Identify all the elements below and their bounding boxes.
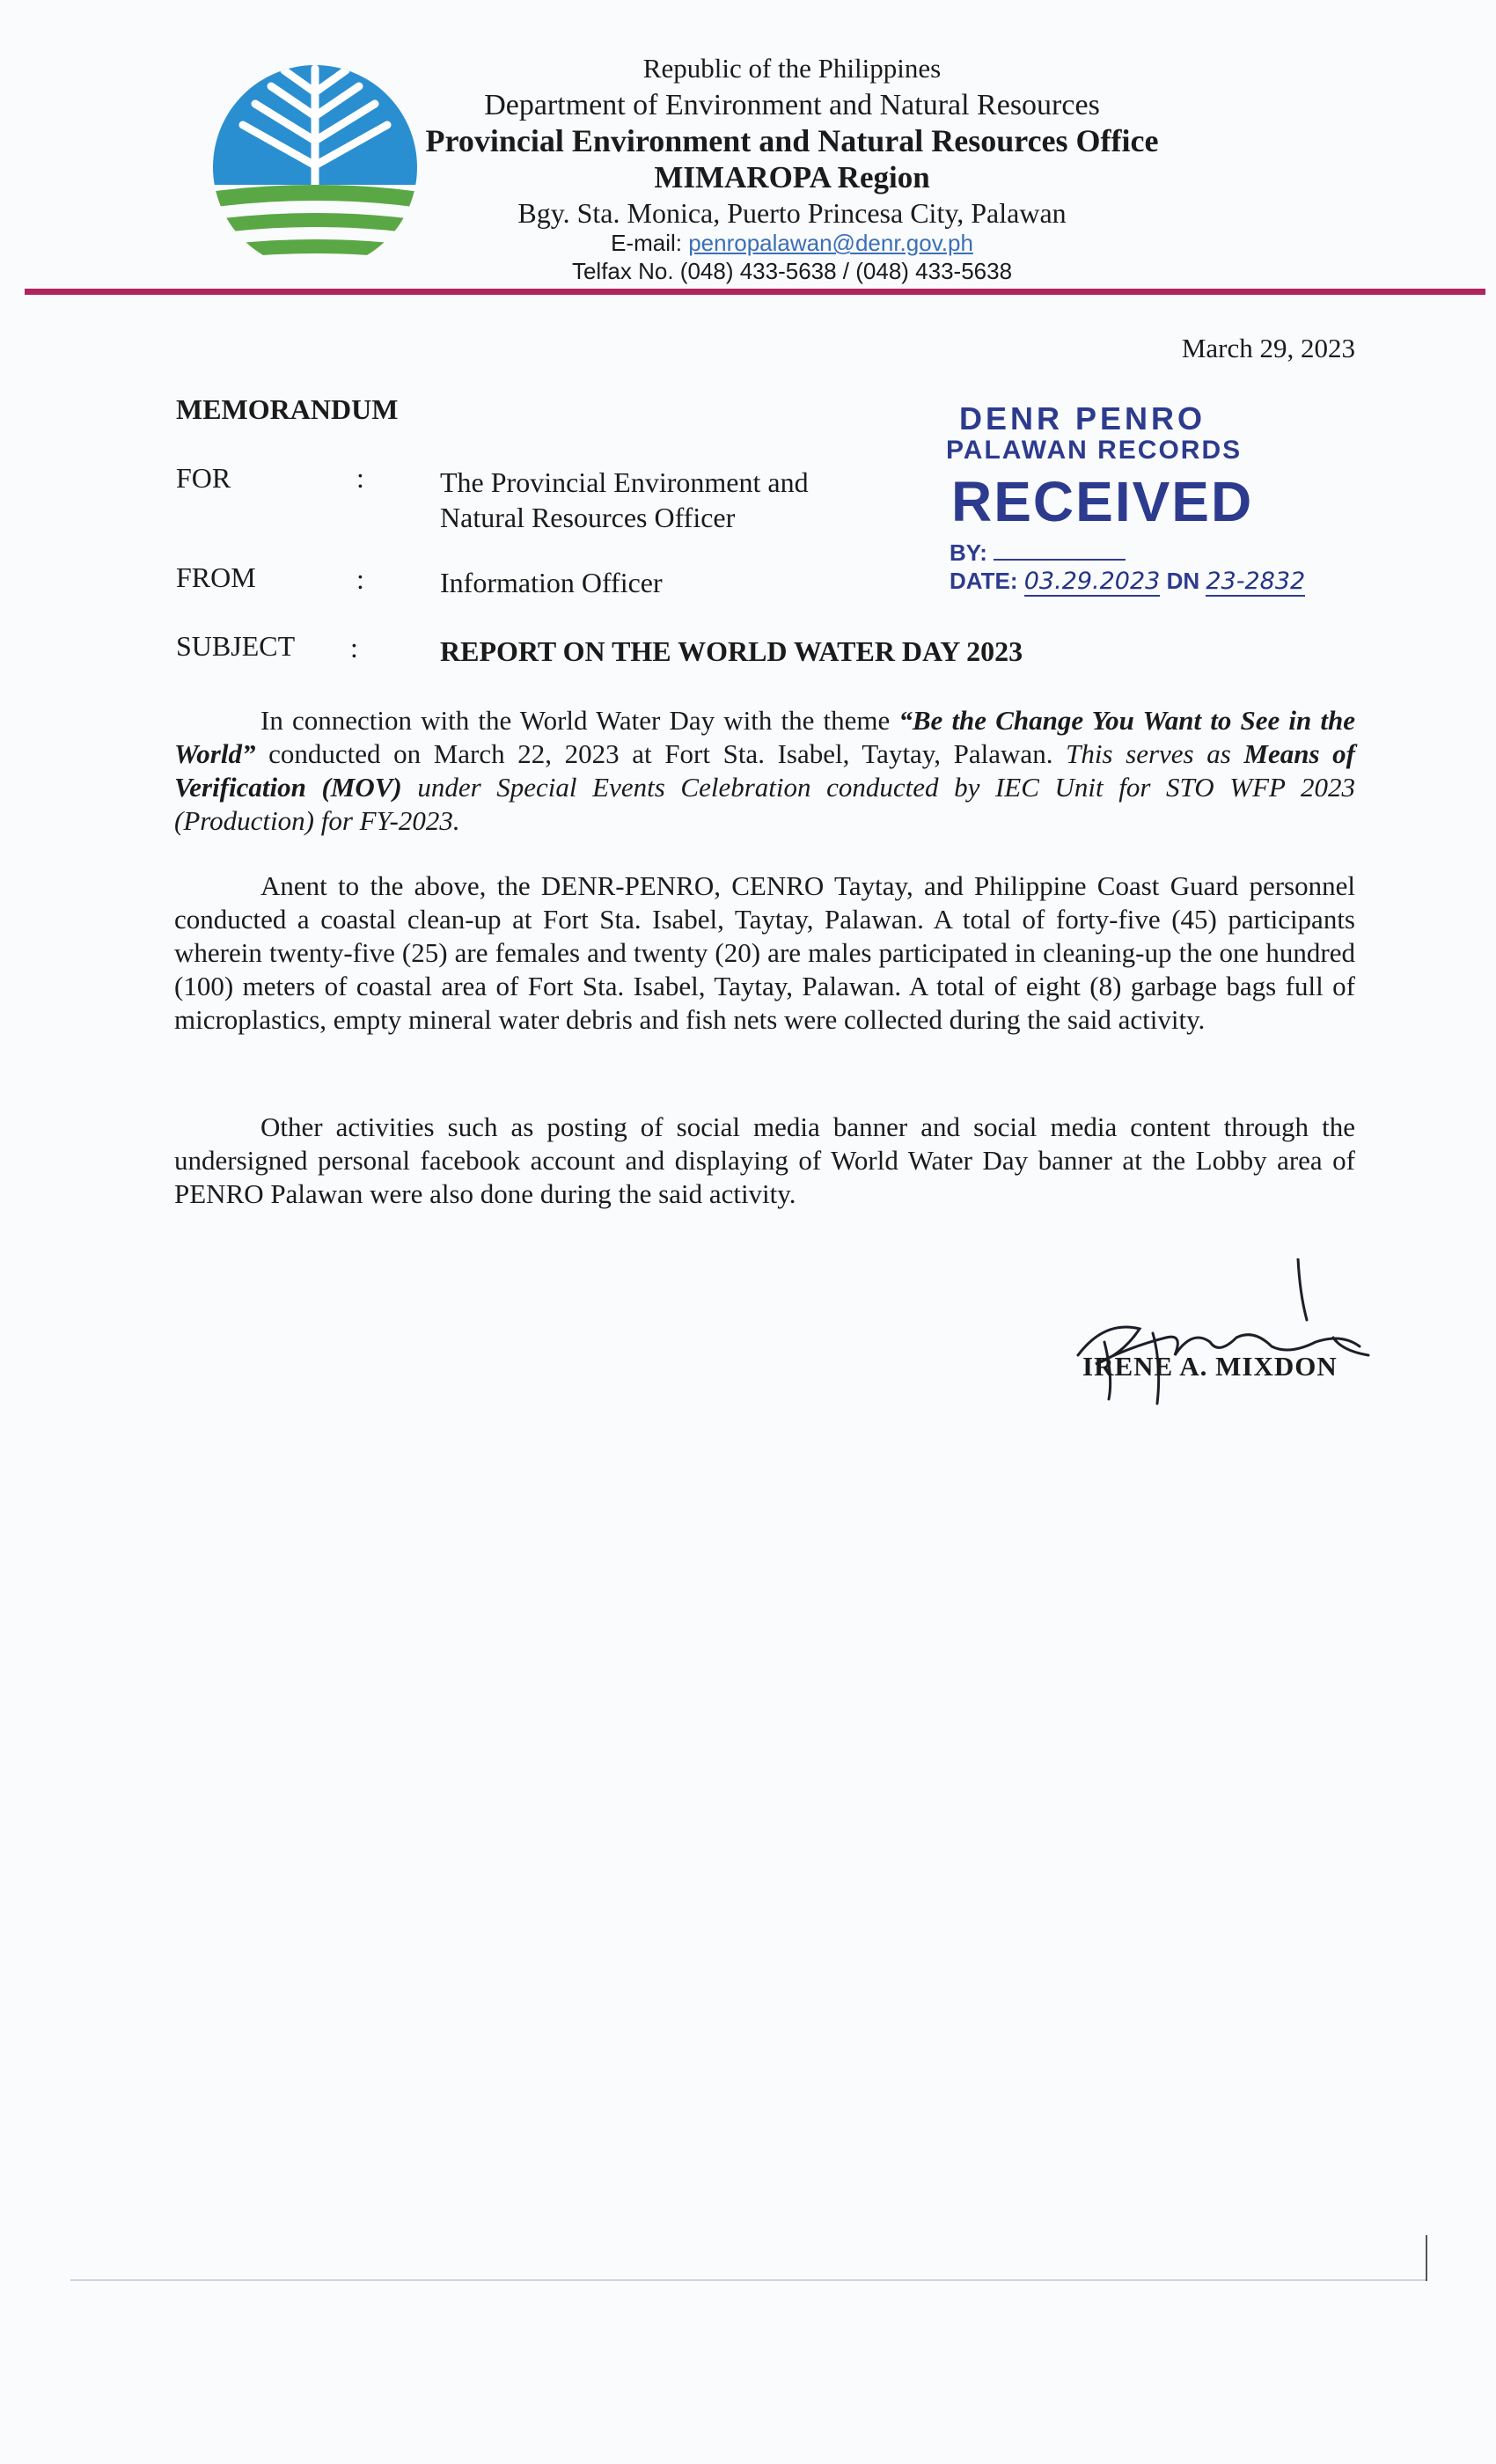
page-frame-bottom (70, 2279, 1426, 2281)
p1-text-c: This serves as (1066, 738, 1244, 769)
from-colon: : (356, 563, 364, 595)
letterhead-office: Provincial Environment and Natural Resources Office (425, 123, 1159, 158)
from-label: FROM (176, 561, 256, 593)
stamp-by (950, 539, 1126, 567)
received-stamp (946, 400, 1351, 612)
stamp-line-2: PALAWAN RECORDS (946, 436, 1243, 465)
letterhead-rule (25, 289, 1485, 295)
p1-text-b: conducted on March 22, 2023 at Fort Sta. Isabel, Taytay, Palawan. (255, 738, 1067, 769)
stamp-dn-value: 23-2832 (1206, 568, 1306, 595)
stamp-dn-label: DN (1166, 568, 1200, 594)
letterhead-region: MIMAROPA Region (654, 160, 930, 194)
for-value (440, 465, 809, 535)
stamp-date-value: 03.29.2023 (1023, 568, 1161, 595)
paragraph-1 (174, 704, 1355, 838)
email-link[interactable]: penropalawan@denr.gov.ph (688, 230, 973, 256)
for-value-line-1: The Provincial Environment and (440, 466, 809, 498)
letterhead-republic: Republic of the Philippines (642, 53, 942, 84)
stamp-date-label: DATE: (950, 568, 1018, 594)
page-frame-right (1426, 2235, 1427, 2281)
for-label: FOR (176, 462, 231, 494)
stamp-line-1: DENR PENRO (959, 400, 1206, 436)
from-value: Information Officer (440, 567, 663, 598)
p1-theme: “Be the Change You Want to See in the World” (174, 705, 1356, 769)
letterhead-email-line (334, 231, 1250, 257)
p1-text-d: under Special Events Celebration conducted by IEC Unit for STO WFP 2023 (Production) for FY-2023. (174, 772, 1355, 836)
paragraph-3: Other activities such as posting of social media banner and social media content through the undersigned personal facebook account and displaying of World Water Day banner at the Lobby area of PENRO Palawan were also done during the said activity. (174, 1111, 1355, 1209)
letterhead-address: Bgy. Sta. Monica, Puerto Princesa City, Palawan (517, 197, 1067, 229)
subject-value: REPORT ON THE WORLD WATER DAY 2023 (440, 635, 1023, 667)
subject-colon: : (350, 632, 358, 664)
signature-scribble (1069, 1258, 1386, 1408)
for-colon: : (356, 462, 364, 494)
stamp-received: RECEIVED (951, 470, 1254, 533)
memo-date: March 29, 2023 (1181, 333, 1355, 363)
letterhead-telfax: Telfax No. (048) 433-5638 / (048) 433-5638 (571, 258, 1013, 284)
p1-text-a: In connection with the World Water Day with the theme (260, 705, 899, 736)
stamp-by-label: BY: (950, 539, 987, 566)
stamp-date-row (950, 568, 1305, 595)
for-value-line-2: Natural Resources Officer (440, 502, 736, 533)
memo-title: MEMORANDUM (176, 393, 399, 425)
letterhead-department: Department of Environment and Natural Resources (484, 89, 1100, 121)
p1-mov: Means of Verification (MOV) (174, 738, 1356, 803)
subject-label: SUBJECT (176, 630, 296, 662)
signatory-name: IRENE A. MIXDON (1082, 1351, 1338, 1382)
paragraph-2: Anent to the above, the DENR-PENRO, CENRO Taytay, and Philippine Coast Guard personnel conducted a coastal clean-up at Fort Sta. Isabel, Taytay, Palawan. A total of forty-five (45) participants wherein twenty-five (25) are females and twenty (20) are males participated in cleaning-up the one hundred (100) meters of coastal area of Fort Sta. Isabel, Taytay, Palawan. A total of eight (8) garbage bags full of microplastics, empty mineral water debris and fish nets were collected during the said activity. (174, 870, 1355, 1035)
email-label: E-mail: (611, 230, 689, 256)
stamp-by-line (994, 559, 1126, 561)
